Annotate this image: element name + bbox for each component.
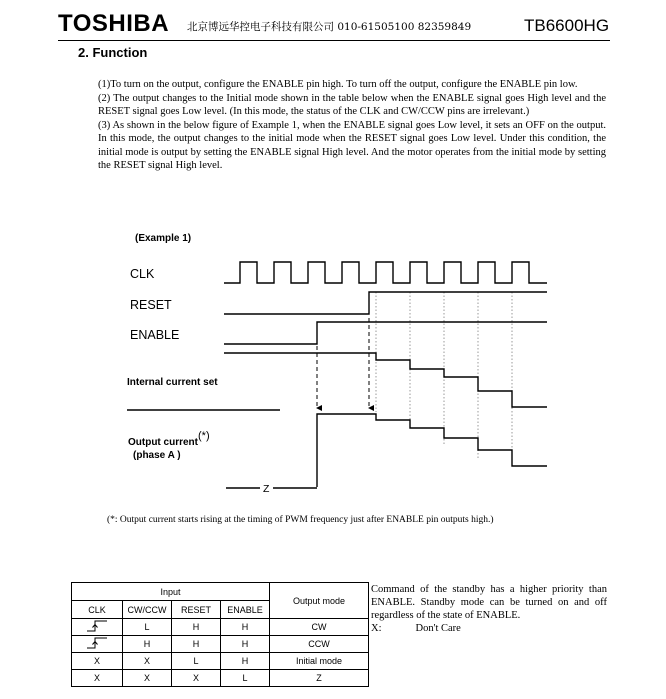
output-current-mark: (*) [198,430,210,442]
rising-edge-icon [72,636,123,653]
dont-care-key: X: [371,623,382,634]
cell-output-mode: CW [270,619,369,636]
header-company-info: 北京博远华控电子科技有限公司 010-61505100 82359849 [187,21,472,33]
cell-clk: X [72,653,123,670]
cell-cwccw: X [123,653,172,670]
cell-output-mode: Z [270,670,369,687]
footnote: (*: Output current starts rising at the timing of PWM frequency just after ENABLE pin outputs high.) [107,515,494,525]
cell-clk: X [72,670,123,687]
cell-enable: H [221,636,270,653]
paragraph-1: (1)To turn on the output, configure the ENABLE pin high. To turn off the output, configure the ENABLE pin low. [98,79,578,90]
output-mode-header: Output mode [270,583,369,619]
z-state-label: Z [263,483,270,495]
phase-label: (phase A ) [133,450,181,461]
output-current-label [128,430,210,448]
cell-reset: H [172,636,221,653]
cell-reset: H [172,619,221,636]
dont-care-legend [371,622,607,635]
cell-cwccw: X [123,670,172,687]
standby-note [371,583,607,635]
cell-enable: H [221,653,270,670]
cell-output-mode: Initial mode [270,653,369,670]
col-header-clk: CLK [72,601,123,619]
internal-current-waveform [224,353,547,407]
toshiba-logo: TOSHIBA [58,10,170,37]
enable-waveform [224,322,547,344]
table-row [72,619,369,636]
header-part-number: TB6600HG [524,16,610,35]
output-current-waveform [317,414,547,487]
cell-output-mode: CCW [270,636,369,653]
col-header-reset: RESET [172,601,221,619]
table-row [72,653,369,670]
paragraph-3: (3) As shown in the below figure of Example 1, when the ENABLE signal goes Low level, it sets an OFF on the output. In this mode, the output changes to the initial mode when the RESET signal goes Low level. Under this condition, the initial mode is output by setting the ENABLE signal High level. And the motor operates from the initial mode by setting the RESET signal High level. [98,119,606,171]
col-header-enable: ENABLE [221,601,270,619]
cell-enable: H [221,619,270,636]
enable-label: ENABLE [130,328,180,342]
reset-label: RESET [130,298,172,312]
section-title: 2. Function [78,45,148,60]
example-label: (Example 1) [135,233,192,244]
paragraph-2: (2) The output changes to the Initial mode shown in the table below when the ENABLE signal goes High level and the RESET signal goes Low level. (In this mode, the status of the CLK and CW/CCW pins are irrelevant.) [98,92,606,117]
table-row [72,670,369,687]
clk-label: CLK [130,267,155,281]
standby-note-text: Command of the standby has a higher priority than ENABLE. Standby mode can be turned on and off regardless of the state of ENABLE. [371,584,607,621]
output-current-text: Output current [128,437,198,448]
cell-cwccw: L [123,619,172,636]
col-header-cwccw: CW/CCW [123,601,172,619]
internal-current-label: Internal current set [127,377,218,388]
clk-waveform [224,262,547,283]
cell-reset: L [172,653,221,670]
cell-reset: X [172,670,221,687]
cell-cwccw: H [123,636,172,653]
input-header: Input [72,583,270,601]
reset-waveform [224,292,547,314]
truth-table [71,582,369,687]
cell-enable: L [221,670,270,687]
rising-edge-icon [72,619,123,636]
table-row [72,636,369,653]
dont-care-desc: Don't Care [415,623,461,634]
